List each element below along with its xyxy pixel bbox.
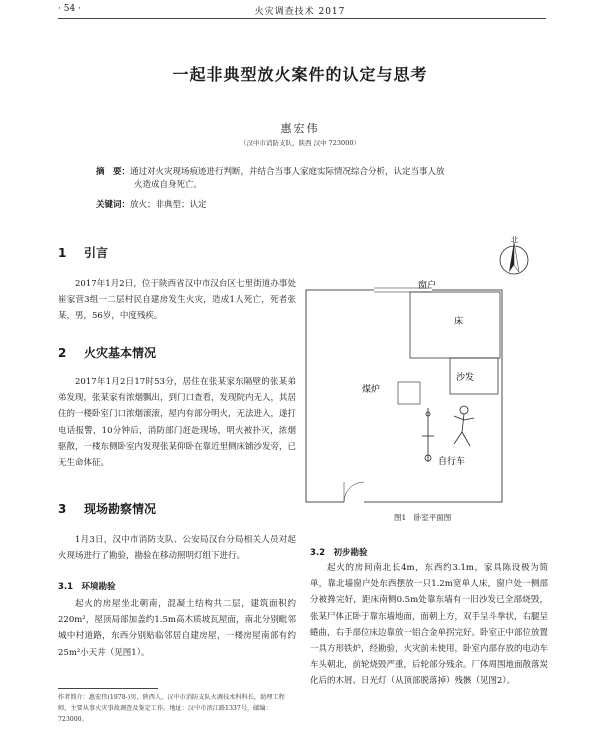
abstract-line-1: 通过对火灾现场痕迹进行判断，并结合当事人家庭实际情况综合分析，认定当事人放 (130, 167, 445, 177)
paragraph-initial-survey: 起火的房间南北长4m，东西约3.1m，家具陈设极为简单，靠北墙窗户处东西摆放一只1.2m宽单人床，窗户处一侧部分被搀完好，距床南侧0.5m处靠东墙有一旧沙发已全部烧毁，张某尸体正卧于靠东墙地面，面朝上方，双手呈斗拳状，右腿呈蜷曲，右手部位床边靠放一铝合金单拐完好。卧室正中部位放置一具方形铁炉，经勘验，火灾前未使用，卧室内部存放的电动车车头朝北，前轮烧毁严重，后轮部分残余。厂体周围地面散落炭化后的木屑、日光灯（从顶部脱落掉）残骸（见图2）。 (310, 563, 549, 687)
paragraph-intro: 2017年1月2日，位于陕西省汉中市汉台区七里街道办事处崔家营3组一二层村民自建房发生火灾，造成1人死亡，死者张某，男，56岁，中度残疾。 (58, 279, 296, 322)
section-number: 1 (58, 246, 67, 260)
bicycle-label: 自行车 (438, 457, 466, 467)
section-heading-1 (58, 244, 296, 261)
header-rule (58, 18, 546, 19)
stove (398, 382, 420, 404)
paragraph-environment: 起火的房屋坐北朝南，混凝土结构共二层，建筑面积约220m²，屋顶局部加盖约1.5m高木质坡瓦屋面，南北分别毗邻城中村道路，东西分别贴临邻居自建房屋，一楼房屋南部有约25m²小天井（见图1）。 (58, 599, 296, 658)
sofa-label: 沙发 (456, 373, 475, 383)
bed-label: 床 (454, 317, 464, 327)
section-title: 现场勘察情况 (84, 502, 157, 516)
abstract-label: 摘 要： (96, 167, 131, 177)
keywords-text: 放火；非典型；认定 (130, 200, 207, 210)
paragraph-survey: 1月3日，汉中市消防支队、公安局汉台分局相关人员对起火现场进行了勘验，勘验在移动照明灯组下进行。 (58, 535, 296, 562)
keywords-label: 关键词： (96, 200, 131, 210)
subsection-heading-3-2: 3.2 初步勘验 (310, 548, 368, 558)
window-label: 窗户 (418, 281, 437, 291)
north-label: 北 (511, 236, 518, 244)
stove-label: 煤炉 (362, 385, 381, 395)
article-title: 一起非典型放火案件的认定与思考 (172, 65, 428, 84)
abstract (96, 166, 516, 192)
paragraph-basic: 2017年1月2日17时53分，居住在张某家东隔壁的张某弟弟发现，张某家有浓烟飘出，到门口查看，发现院内无人，其居住的一楼卧室门口浓烟滚滚，屋内有部分明火，无法进入，遂打电话报警，10分钟后，消防部门赶赴现场，明火被扑灭，浓烟驱散，一楼东侧卧室内发现张某仰卧在靠近里侧床铺沙发旁，已无生命体征。 (58, 377, 297, 469)
keywords (96, 198, 516, 210)
section-title: 火灾基本情况 (84, 346, 157, 360)
section-heading-3 (58, 500, 296, 517)
page-number: · 54 · (58, 4, 81, 14)
author-affiliation: （汉中市消防支队，陕西 汉中 723000） (240, 139, 360, 147)
room-wall (306, 290, 502, 502)
section-heading-2 (58, 344, 296, 361)
subsection-heading-3-1: 3.1 环境勘验 (58, 582, 116, 592)
footnote: 作者简介：惠宏伟(1978-)男，陕西人，汉中市消防支队火调技术科科长，助理工程师，主要从事火灾事故调查及鉴定工作。地址：汉中市滨江路1337号，邮编：723000。 (58, 694, 285, 723)
door-swing (344, 482, 364, 502)
abstract-line-2: 火造成自身死亡。 (134, 180, 203, 190)
section-number: 3 (58, 502, 67, 516)
journal-name: 火灾调查技术 2017 (254, 7, 346, 17)
figure-caption: 图1 卧室平面图 (394, 513, 452, 522)
running-head (0, 2, 600, 18)
footnote-rule (58, 688, 158, 689)
north-arrow-icon (500, 235, 528, 274)
bicycle-icon (422, 408, 434, 462)
bedroom-floor-plan (304, 232, 548, 508)
section-number: 2 (58, 346, 67, 360)
section-title: 引言 (84, 246, 109, 260)
victim-position-icon (454, 406, 474, 446)
author-name: 惠宏伟 (280, 122, 320, 135)
